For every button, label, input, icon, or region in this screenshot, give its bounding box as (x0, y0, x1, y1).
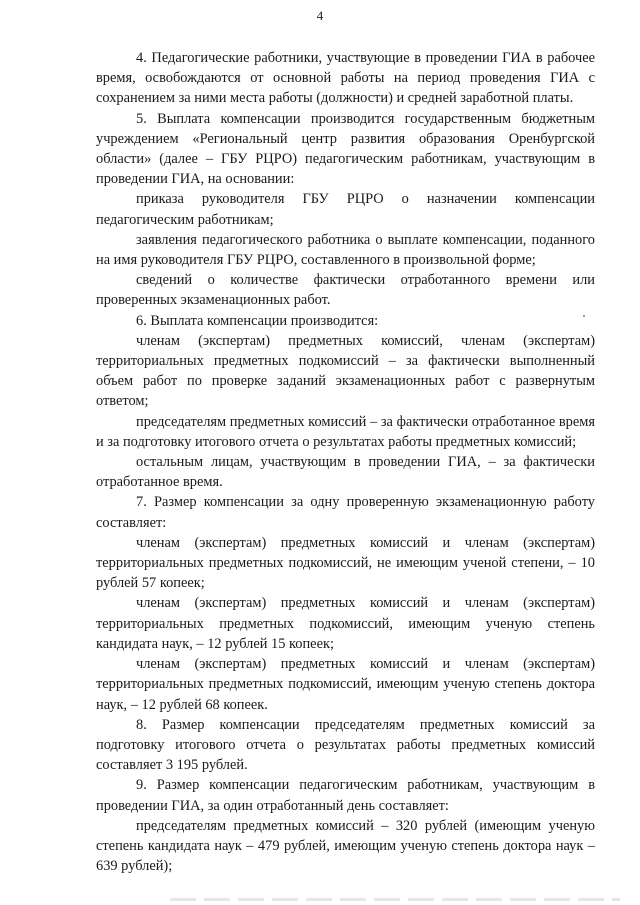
paragraph-6-item-others: остальным лицам, участвующим в проведении ГИА, – за фактически отработанное время. (96, 454, 595, 491)
paragraph-7-item-candidate: членам (экспертам) предметных комиссий и членам (экспертам) территориальных предметных подкомиссий, имеющим ученую степень кандидата наук, – 12 рублей 15 копеек; (96, 595, 595, 652)
scan-speck (583, 315, 585, 317)
paragraph-7-item-doctor: членам (экспертам) предметных комиссий и членам (экспертам) территориальных предметных подкомиссий, имеющим ученую степень доктора наук, – 12 рублей 68 копеек. (96, 656, 595, 713)
paragraph-7: 7. Размер компенсации за одну проверенную экзаменационную работу составляет: (96, 494, 595, 531)
paragraph-6: 6. Выплата компенсации производится: (136, 312, 379, 329)
page-number: 4 (316, 8, 324, 23)
paragraph-4: 4. Педагогические работники, участвующие в проведении ГИА в рабочее время, освобождаются от основной работы на период проведения ГИА с сохранением за ними места работы (должности) и средней заработной платы. (96, 50, 595, 107)
paragraph-8: 8. Размер компенсации председателям предметных комиссий за подготовку итогового отчета о результатах работы предметных комиссий составляет 3 195 рублей. (96, 716, 595, 774)
paragraph-6-item-experts: членам (экспертам) предметных комиссий, членам (экспертам) территориальных предметных подкомиссий – за фактически выполненный объем работ по проверке заданий экзаменационных работ с развернутым ответом; (96, 332, 595, 410)
paragraph-9: 9. Размер компенсации педагогическим работникам, участвующим в проведении ГИА, за один отработанный день составляет: (96, 777, 595, 814)
paragraph-5: 5. Выплата компенсации производится государственным бюджетным учреждением «Региональный центр развития образования Оренбургской области» (далее – ГБУ РЦРО) педагогическим работникам, участвующим в проведении ГИА, на основании: (96, 110, 595, 188)
paragraph-5-item-application: заявления педагогического работника о выплате компенсации, поданного на имя руководителя ГБУ РЦРО, составленного в произвольной форме; (96, 231, 595, 269)
paragraph-9-item-chairs: председателям предметных комиссий – 320 рублей (имеющим ученую степень кандидата наук – 479 рублей, имеющим ученую степень доктора наук – 639 рублей); (96, 817, 595, 875)
document-body (96, 48, 595, 876)
paragraph-5-item-info: сведений о количестве фактически отработанного времени или проверенных экзаменационных работ. (96, 272, 595, 309)
paragraph-7-item-no-degree: членам (экспертам) предметных комиссий и членам (экспертам) территориальных предметных подкомиссий, не имеющим ученой степени, – 10 рублей 57 копеек; (96, 534, 595, 592)
paragraph-5-item-order: приказа руководителя ГБУ РЦРО о назначении компенсации педагогическим работникам; (96, 191, 595, 228)
scan-bottom-edge (170, 898, 620, 901)
paragraph-6-item-chairs: председателям предметных комиссий – за фактически отработанное время и за подготовку итогового отчета о результатах работы предметных комиссий; (96, 413, 595, 450)
